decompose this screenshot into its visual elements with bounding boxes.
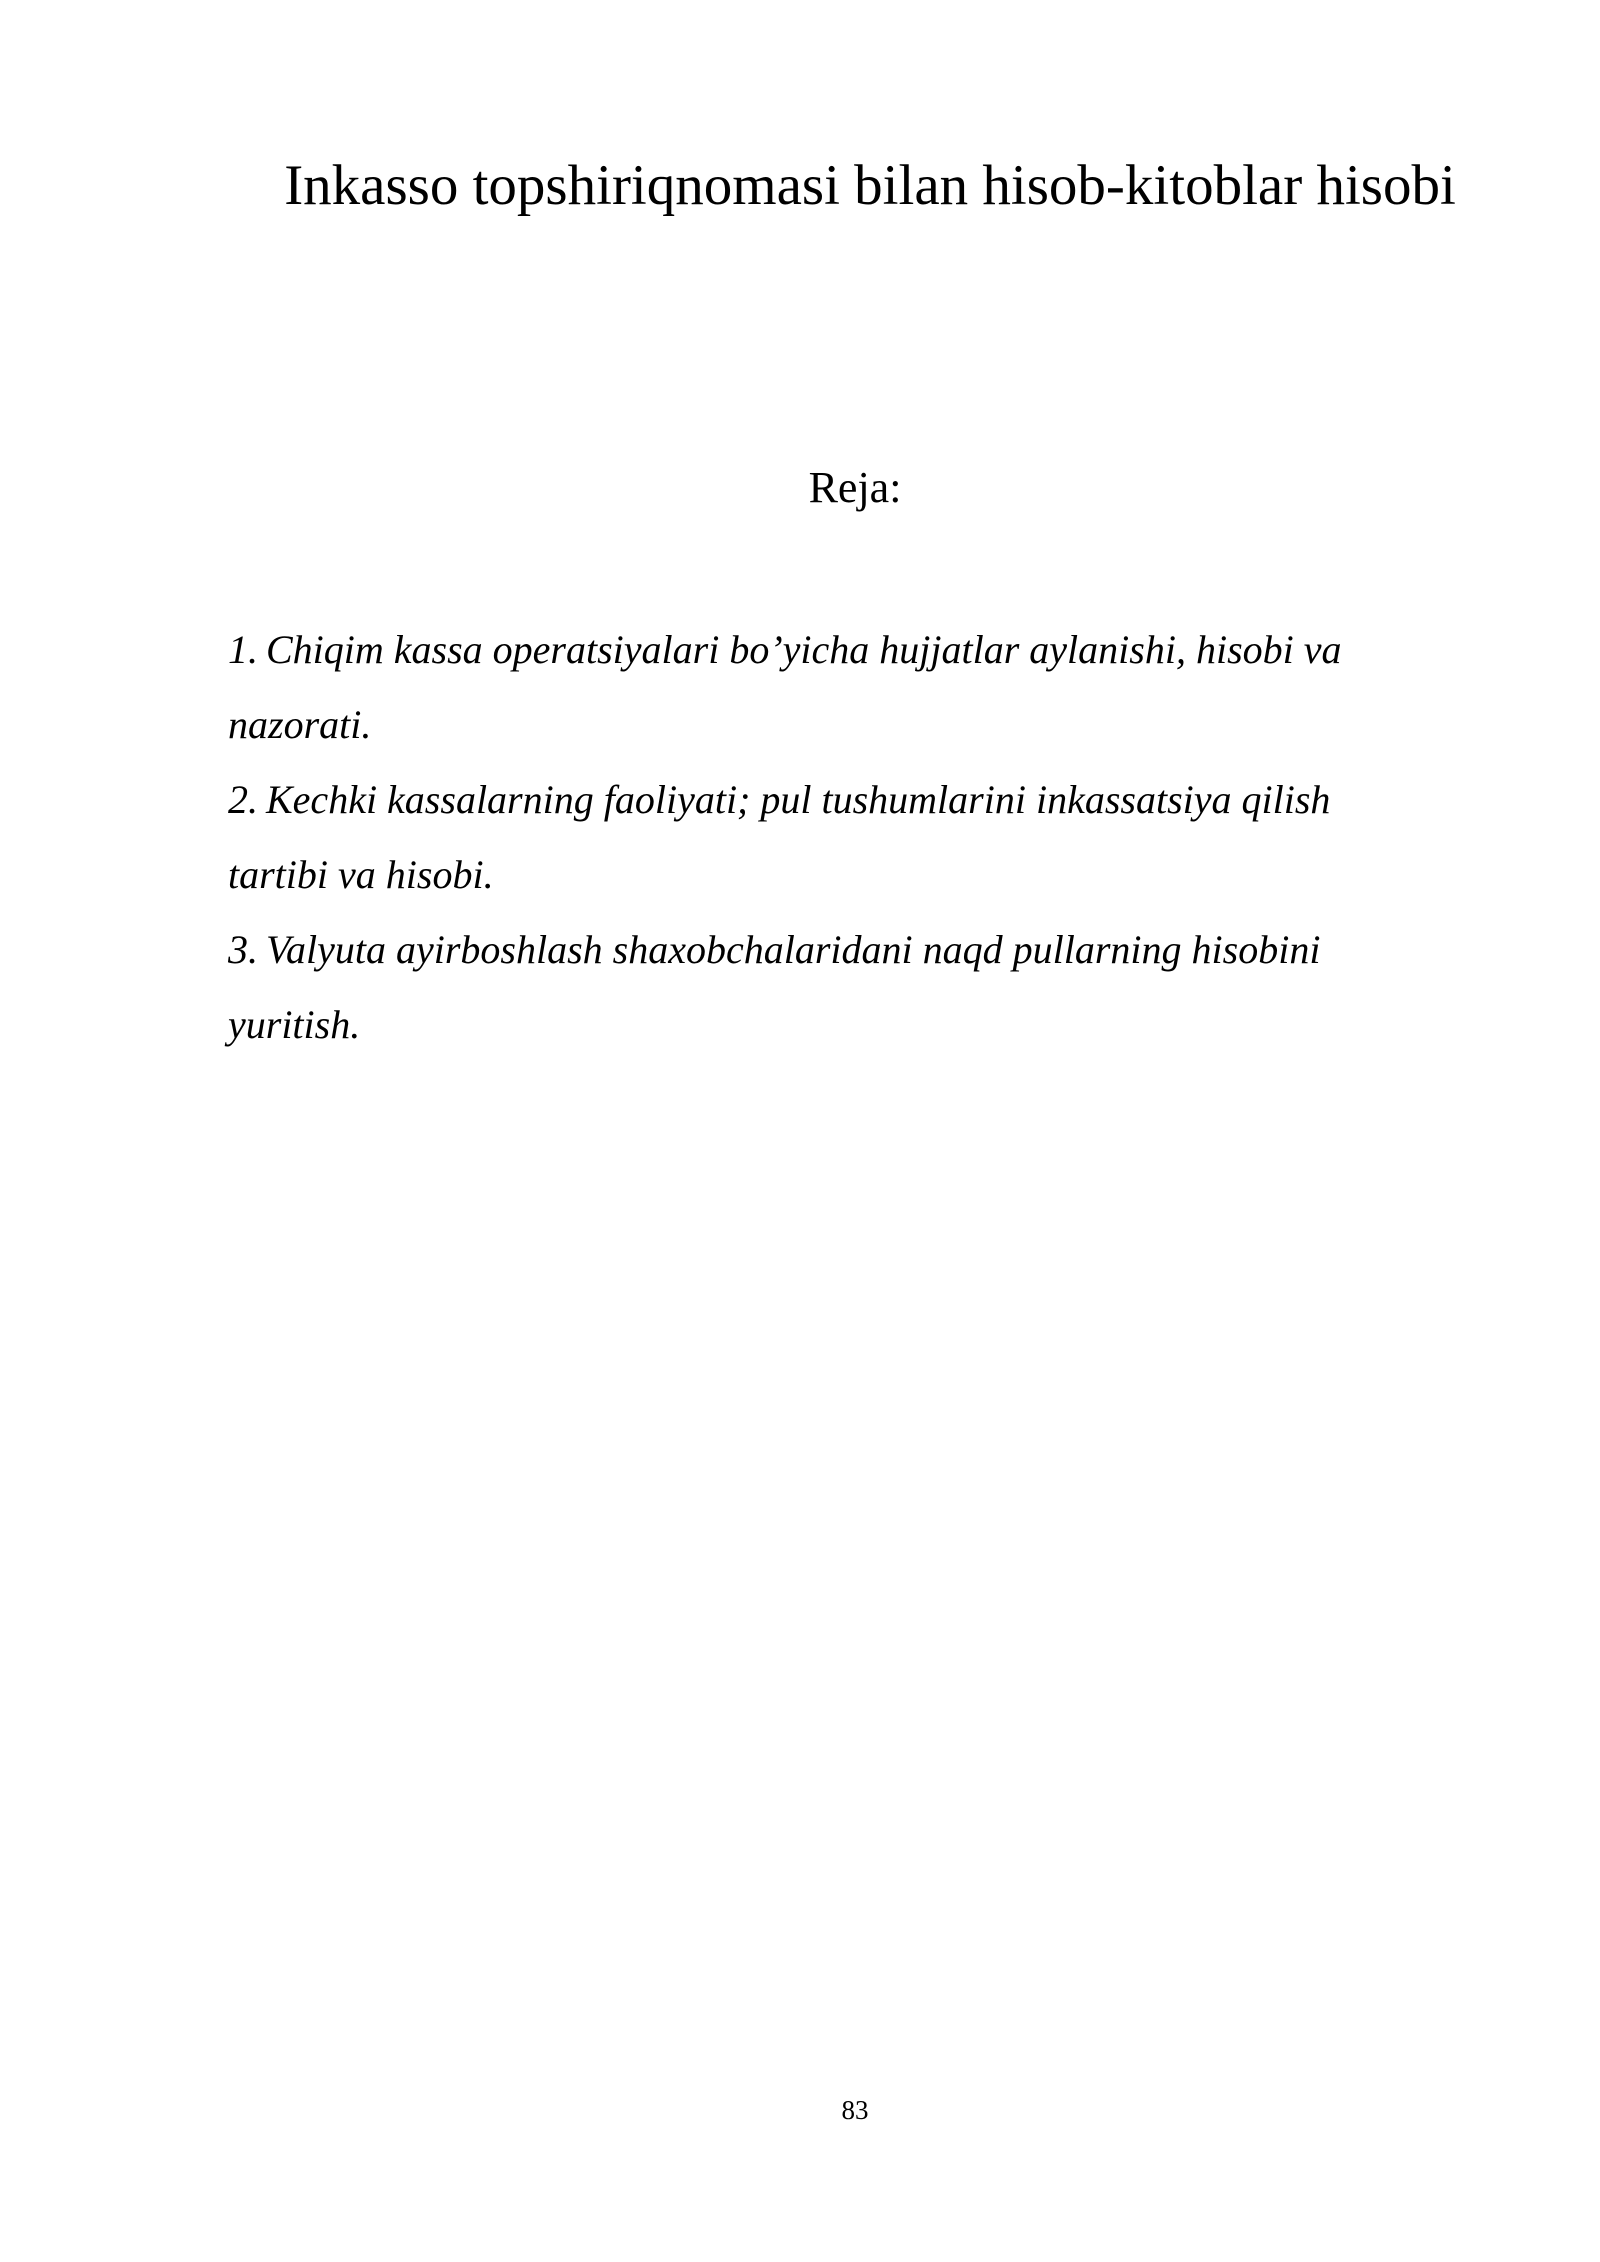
plan-item-3 bbox=[228, 912, 1438, 1062]
plan-list bbox=[228, 612, 1438, 1062]
plan-item-number: 1. bbox=[228, 627, 258, 672]
plan-item-text: Chiqim kassa operatsiyalari bo’yicha hujjatlar aylanishi, hisobi va nazorati. bbox=[228, 627, 1342, 747]
plan-item-2 bbox=[228, 762, 1438, 912]
page-number: 83 bbox=[841, 2095, 869, 2125]
plan-item-1 bbox=[228, 612, 1438, 762]
plan-item-number: 2. bbox=[228, 777, 258, 822]
plan-item-text: Valyuta ayirboshlash shaxobchalaridani naqd pullarning hisobini yuritish. bbox=[228, 927, 1321, 1047]
plan-heading: Reja: bbox=[808, 463, 902, 512]
plan-item-number: 3. bbox=[228, 927, 258, 972]
plan-item-text: Kechki kassalarning faoliyati; pul tushumlarini inkassatsiya qilish tartibi va hisobi. bbox=[228, 777, 1331, 897]
document-title: Inkasso topshiriqnomasi bilan hisob-kitoblar hisobi bbox=[284, 154, 1456, 217]
